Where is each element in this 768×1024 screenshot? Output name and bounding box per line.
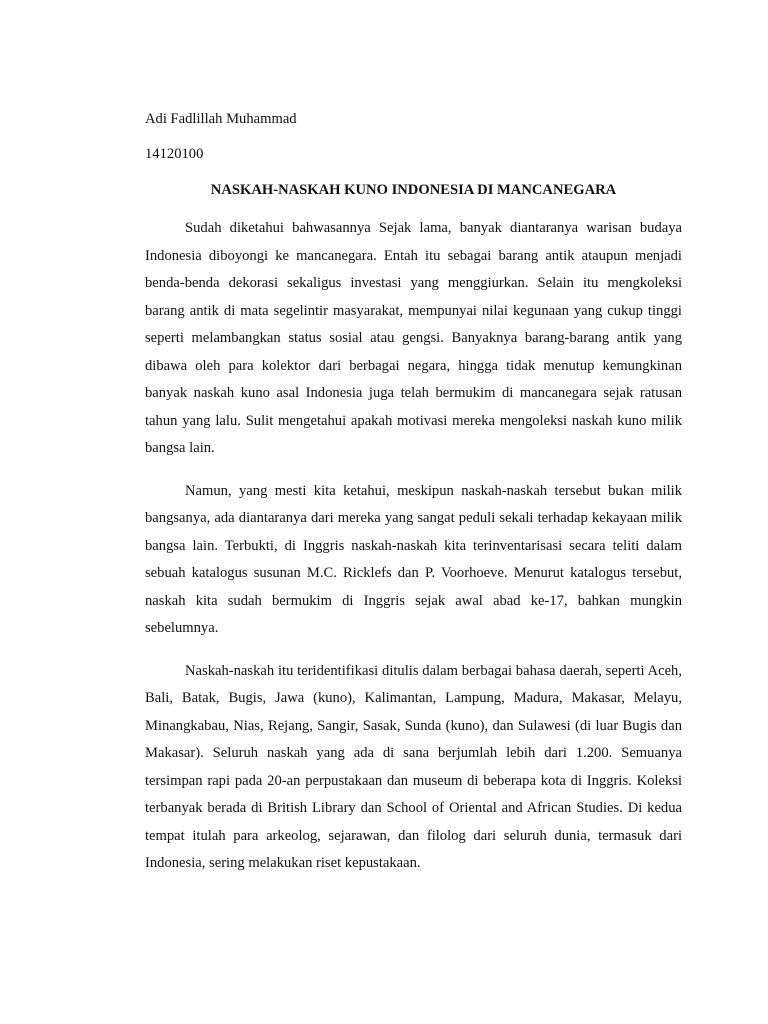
body-paragraph-1: Sudah diketahui bahwasannya Sejak lama, banyak diantaranya warisan budaya Indonesia diboyongi ke mancanegara. Entah itu sebagai barang antik ataupun menjadi benda-benda dekorasi sekaligus investasi yang menggiurkan. Selain itu mengkoleksi barang antik di mata segelintir masyarakat, mempunyai nilai kegunaan yang cukup tinggi seperti melambangkan status sosial atau gengsi. Banyaknya barang-barang antik yang dibawa oleh para kolektor dari berbagai negara, hingga tidak menutup kemungkinan banyak naskah kuno asal Indonesia juga telah bermukim di mancanegara sejak ratusan tahun yang lalu. Sulit mengetahui apakah motivasi mereka mengoleksi naskah kuno milik bangsa lain.: [145, 220, 682, 456]
student-id: 14120100: [145, 146, 204, 162]
body-paragraph-2: Namun, yang mesti kita ketahui, meskipun naskah-naskah tersebut bukan milik bangsanya, ada diantaranya dari mereka yang sangat peduli sekali terhadap kekayaan milik bangsa lain. Terbukti, di Inggris naskah-naskah kita terinventarisasi secara teliti dalam sebuah katalogus susunan M.C. Ricklefs dan P. Voorhoeve. Menurut katalogus tersebut, naskah kita sudah bermukim di Inggris sejak awal abad ke-17, bahkan mungkin sebelumnya.: [145, 482, 682, 636]
author-name: Adi Fadlillah Muhammad: [145, 111, 297, 127]
body-paragraph-3: Naskah-naskah itu teridentifikasi ditulis dalam berbagai bahasa daerah, seperti Aceh, Bali, Batak, Bugis, Jawa (kuno), Kalimantan, Lampung, Madura, Makasar, Melayu, Minangkabau, Nias, Rejang, Sangir, Sasak, Sunda (kuno), dan Sulawesi (di luar Bugis dan Makasar). Seluruh naskah yang ada di sana berjumlah lebih dari 1.200. Semuanya tersimpan rapi pada 20-an perpustakaan dan museum di beberapa kota di Inggris. Koleksi terbanyak berada di British Library dan School of Oriental and African Studies. Di kedua tempat itulah para arkeolog, sejarawan, dan filolog dari seluruh dunia, termasuk dari Indonesia, sering melakukan riset kepustakaan.: [145, 662, 682, 871]
document-title: NASKAH-NASKAH KUNO INDONESIA DI MANCANEGARA: [210, 182, 617, 198]
